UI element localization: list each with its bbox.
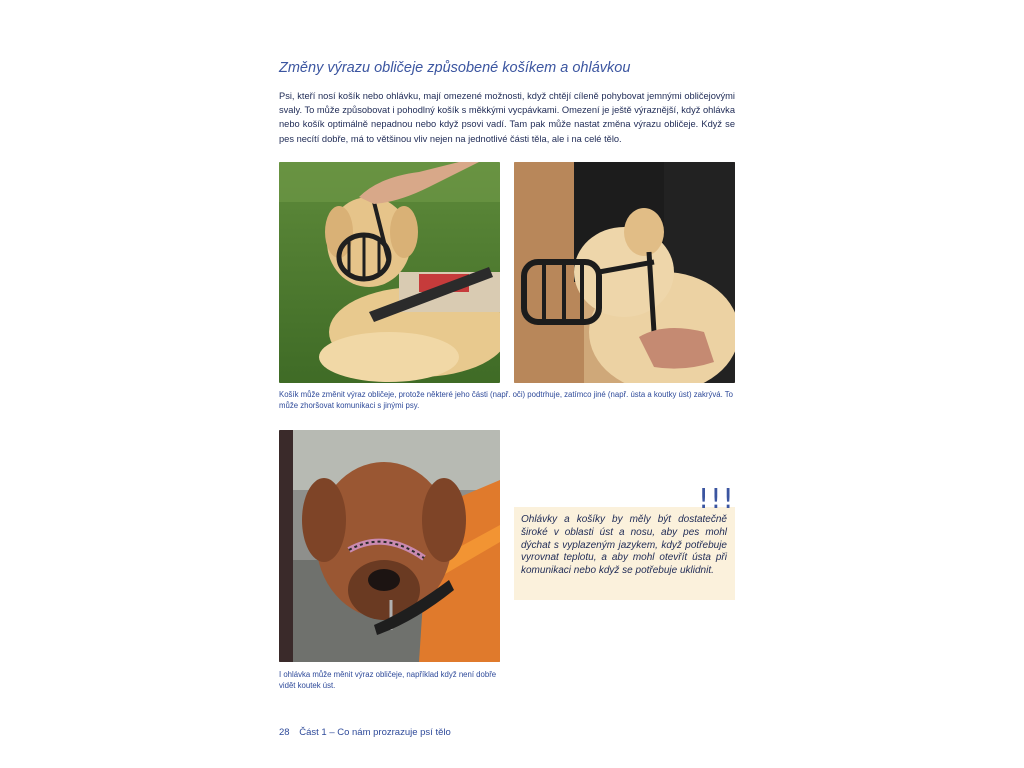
exclamation-icon: !!! — [698, 482, 735, 515]
caption-muzzle: Košík může změnit výraz obličeje, protože některé jeho části (např. oči) podtrhuje, zatímco jiné (např. ústa a koutky úst) zakrývá. To může zhoršovat komunikaci s jinými psy. — [279, 390, 734, 410]
photo-labrador-muzzle-profile — [514, 162, 735, 383]
caption-halter: I ohlávka může měnit výraz obličeje, například když není dobře vidět koutek úst. — [279, 670, 497, 690]
tip-text: Ohlávky a košíky by měly být dostatečně široké v oblasti úst a nosu, aby pes mohl dýchat s vyplazeným jazykem, když potřebuje vyrovnat teplotu, a aby mohl otevřít ústa při komunikaci nebo když se potřebuje uklidnit. — [521, 514, 727, 577]
section-title: Část 1 – Co nám prozrazuje psí tělo — [299, 727, 451, 738]
photo-labrador-muzzle-grass — [279, 162, 500, 383]
page-number: 28 — [279, 727, 290, 738]
page-footer — [279, 727, 451, 738]
intro-paragraph: Psi, kteří nosí košík nebo ohlávku, mají omezené možnosti, když chtějí cíleně pohybovat jemnými obličejovými svaly. To může způsobovat i pohodlný košík s měkkými vycpávkami. Omezení je ještě výraznější, když ohlávka nebo košík optimálně nepadnou nebo když psovi vadí. Tam pak může nastat změna výrazu obličeje. Když se pes necítí dobře, má to většinou vliv nejen na jednotlivé části těla, ale i na celé tělo. — [279, 91, 735, 144]
page-title: Změny výrazu obličeje způsobené košíkem a ohlávkou — [279, 60, 631, 76]
photo-ridgeback-halter — [279, 430, 500, 662]
